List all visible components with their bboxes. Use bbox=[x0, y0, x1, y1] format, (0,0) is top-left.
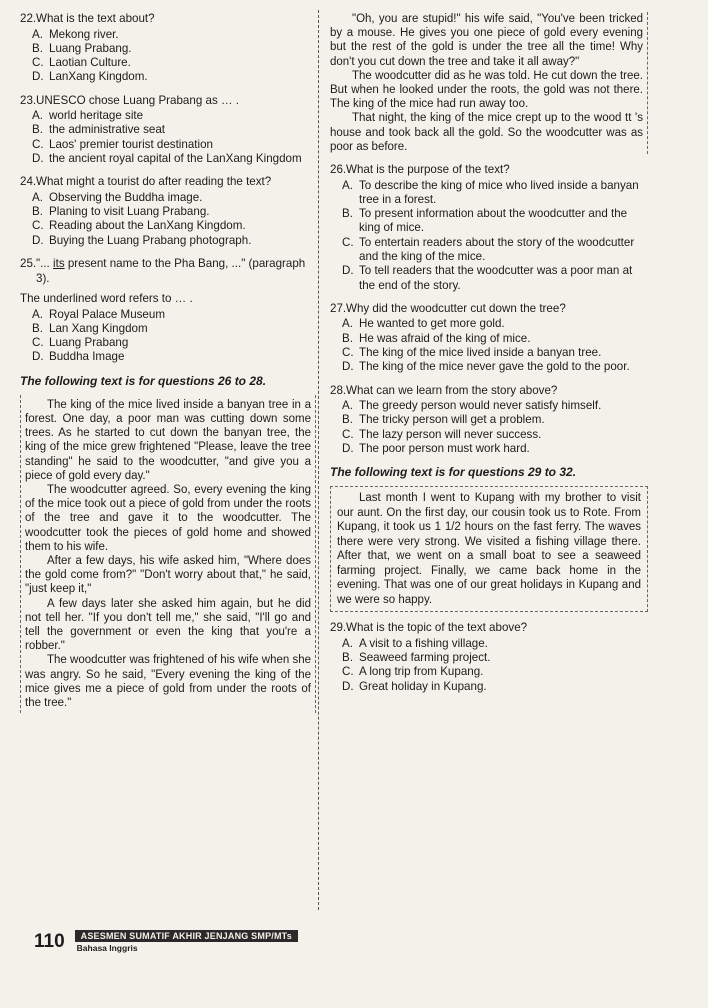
story-paragraph: The woodcutter agreed. So, every evening the king of the mice took out a piece of gold from under the roots of the tree and gave it to the woodcutter. The woodcutter took the pieces of gold home and showed them to his wife. bbox=[25, 483, 311, 553]
options-list bbox=[342, 317, 648, 374]
question-24 bbox=[20, 175, 316, 248]
options-list bbox=[32, 191, 316, 248]
options-list bbox=[32, 109, 316, 166]
option-b[interactable]: B. Seaweed farming project. bbox=[342, 651, 491, 665]
story-paragraph: Last month I went to Kupang with my brother to visit our aunt. On the first day, our cousin took us to Rote. From Kupang, it took us 1 1/2 hours on the fast ferry. The waves there were very strong. We visited a fishing village there. After that, we went on a small boat to see a seaweed farming project. Finally, we came back home in the evening. That was one of our great holidays in Kupang and we were so happy. bbox=[337, 492, 641, 606]
option-a[interactable]: A. Mekong river. bbox=[32, 27, 119, 41]
question-23 bbox=[20, 94, 316, 167]
question-25 bbox=[20, 257, 316, 365]
option-d[interactable]: D. the ancient royal capital of the LanXang Kingdom bbox=[32, 152, 302, 166]
option-d[interactable]: D. The poor person must work hard. bbox=[342, 441, 530, 455]
story-kupang bbox=[330, 486, 648, 612]
option-b[interactable]: B. To present information about the woodcutter and the king of mice. bbox=[342, 207, 628, 235]
story-paragraph: The king of the mice lived inside a banyan tree in a forest. One day, a poor man was cutting down some trees. As he started to cut down the banyan tree, the king of the mice grew frightened "Please, leave the tree standing" he said to the woodcutter, "and give you a piece of gold every day." bbox=[25, 398, 311, 482]
question-number: 29. bbox=[330, 621, 347, 635]
right-column bbox=[330, 12, 648, 694]
question-22 bbox=[20, 12, 316, 85]
option-c[interactable]: C. Reading about the LanXang Kingdom. bbox=[32, 219, 246, 233]
option-a[interactable]: A. To describe the king of mice who lived inside a banyan tree in a forest. bbox=[342, 178, 639, 206]
question-28 bbox=[330, 384, 648, 457]
question-26 bbox=[330, 163, 648, 293]
question-number: 23. bbox=[20, 93, 37, 107]
section-title-26-28: The following text is for questions 26 to 28. bbox=[20, 373, 267, 388]
option-a[interactable]: A. A visit to a fishing village. bbox=[342, 636, 488, 650]
subject-label: Bahasa Inggris bbox=[76, 943, 138, 953]
option-d[interactable]: D. To tell readers that the woodcutter was a poor man at the end of the story. bbox=[342, 264, 633, 292]
question-stem: UNESCO chose Luang Prabang as … . bbox=[36, 93, 239, 107]
option-d[interactable]: D. LanXang Kingdom. bbox=[32, 70, 148, 84]
question-number: 22. bbox=[20, 12, 37, 25]
question-27 bbox=[330, 302, 648, 375]
question-prompt: The underlined word refers to … . bbox=[20, 292, 193, 306]
option-b[interactable]: B. the administrative seat bbox=[32, 123, 165, 137]
option-c[interactable]: C. Laotian Culture. bbox=[32, 56, 131, 70]
story-paragraph: The woodcutter was frightened of his wife when she was angry. So he said, "Every evening the king of the mice gives me a piece of gold from under the roots of the tree." bbox=[25, 654, 312, 710]
options-list bbox=[342, 399, 648, 456]
underlined-word: its bbox=[53, 257, 65, 271]
options-list bbox=[32, 28, 316, 85]
section-title-29-32: The following text is for questions 29 to 32. bbox=[330, 465, 577, 480]
question-stem: What is the text about? bbox=[36, 12, 155, 25]
question-number: 24. bbox=[20, 175, 37, 189]
story-paragraph: After a few days, his wife asked him, "Where does the gold come from?" "Don't worry about that," he said, "just keep it," bbox=[25, 554, 311, 596]
story-woodcutter bbox=[20, 395, 316, 713]
story-paragraph: That night, the king of the mice crept up to the wood tt 's house and took back all the gold. So the woodcutter was as poor as before. bbox=[330, 112, 643, 153]
option-b[interactable]: B. The tricky person will get a problem. bbox=[342, 413, 545, 427]
option-c[interactable]: C. Laos' premier tourist destination bbox=[32, 137, 213, 151]
option-d[interactable]: D. The king of the mice never gave the gold to the poor. bbox=[342, 360, 630, 374]
story-paragraph: "Oh, you are stupid!" his wife said, "You've been tricked by a mouse. He gives you one piece of gold every evening but the rest of the gold is under the tree all the time! Why don't you cut down the tree and take it all away?" bbox=[330, 13, 643, 68]
question-stem: What is the purpose of the text? bbox=[346, 163, 510, 177]
option-a[interactable]: A. The greedy person would never satisfy himself. bbox=[342, 399, 602, 413]
question-stem: "... its present name to the Pha Bang, ..." (paragraph 3). bbox=[36, 257, 306, 285]
question-stem: What is the topic of the text above? bbox=[346, 621, 528, 635]
question-stem: What might a tourist do after reading the text? bbox=[36, 175, 272, 189]
exam-banner: ASESMEN SUMATIF AKHIR JENJANG SMP/MTs bbox=[75, 930, 298, 942]
question-29 bbox=[330, 621, 648, 694]
option-a[interactable]: A. Royal Palace Museum bbox=[32, 307, 165, 321]
option-b[interactable]: B. He was afraid of the king of mice. bbox=[342, 331, 531, 345]
column-divider bbox=[318, 10, 319, 910]
option-d[interactable]: D. Great holiday in Kupang. bbox=[342, 679, 487, 693]
question-number: 26. bbox=[330, 163, 347, 177]
option-b[interactable]: B. Luang Prabang. bbox=[32, 41, 132, 55]
option-b[interactable]: B. Lan Xang Kingdom bbox=[32, 321, 148, 335]
options-list bbox=[342, 179, 648, 293]
option-c[interactable]: C. To entertain readers about the story of the woodcutter and the king of the mice. bbox=[342, 235, 635, 264]
option-c[interactable]: C. Luang Prabang bbox=[32, 336, 129, 350]
option-b[interactable]: B. Planing to visit Luang Prabang. bbox=[32, 205, 210, 219]
option-a[interactable]: A. world heritage site bbox=[32, 109, 144, 123]
page-footer bbox=[34, 930, 298, 953]
option-a[interactable]: A. Observing the Buddha image. bbox=[32, 190, 203, 204]
option-a[interactable]: A. He wanted to get more gold. bbox=[342, 317, 505, 331]
left-column bbox=[20, 12, 316, 713]
question-number: 28. bbox=[330, 383, 347, 397]
option-c[interactable]: C. The lazy person will never success. bbox=[342, 427, 542, 441]
question-number: 25. bbox=[20, 257, 37, 271]
options-list bbox=[342, 637, 648, 694]
option-c[interactable]: C. A long trip from Kupang. bbox=[342, 665, 484, 679]
options-list bbox=[32, 308, 316, 365]
page-number: 110 bbox=[34, 930, 65, 952]
question-stem: Why did the woodcutter cut down the tree? bbox=[346, 301, 566, 315]
footer-label bbox=[75, 930, 298, 953]
question-stem: What can we learn from the story above? bbox=[346, 383, 558, 397]
question-number: 27. bbox=[330, 301, 347, 315]
story-paragraph: A few days later she asked him again, but he did not tell her. "If you don't tell me," she said, "I'll go and tell the government or even the king that you're a robber." bbox=[25, 597, 311, 653]
story-continuation bbox=[330, 12, 648, 154]
option-d[interactable]: D. Buddha Image bbox=[32, 350, 125, 364]
option-c[interactable]: C. The king of the mice lived inside a banyan tree. bbox=[342, 346, 602, 359]
option-d[interactable]: D. Buying the Luang Prabang photograph. bbox=[32, 233, 252, 247]
story-paragraph: The woodcutter did as he was told. He cut down the tree. But when he looked under the roots, the gold was not there. The king of the mice had run away too. bbox=[330, 69, 643, 111]
